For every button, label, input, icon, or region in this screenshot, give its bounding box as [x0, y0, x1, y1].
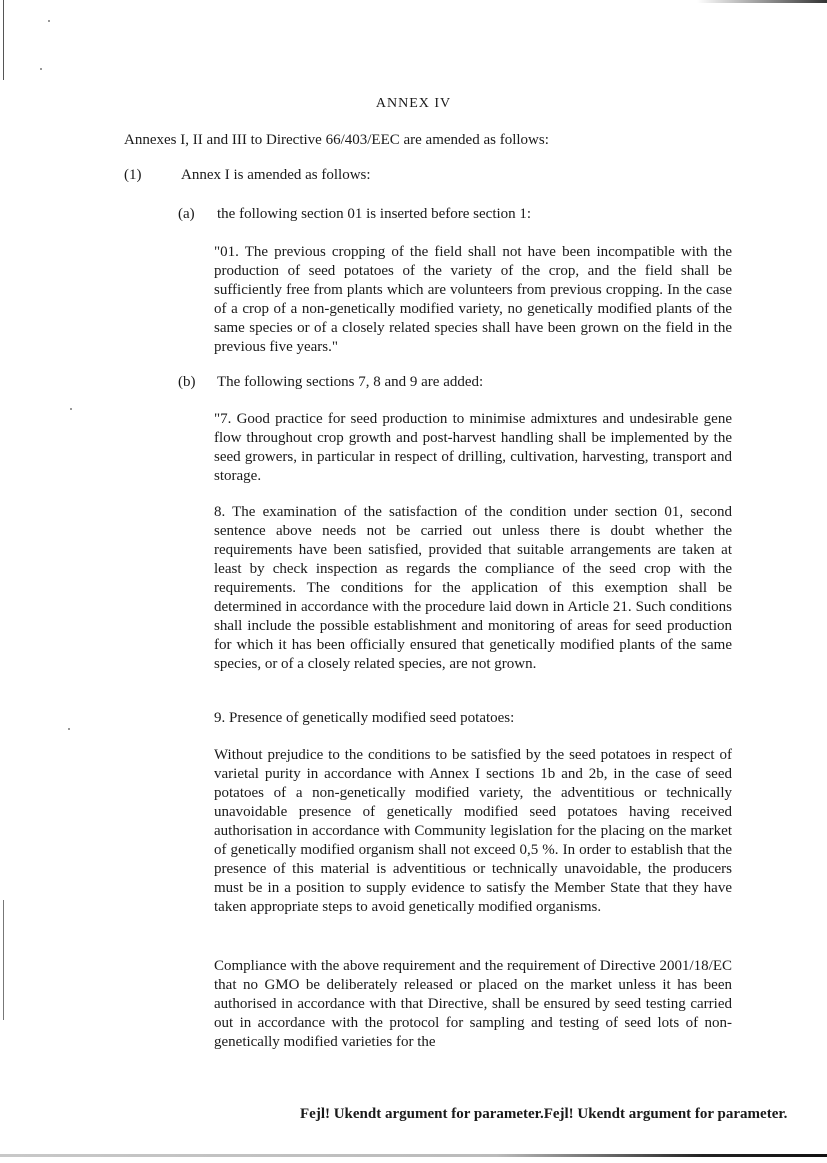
section-9-paragraph-2: Compliance with the above requirement and the requirement of Directive 2001/18/EC that no GMO be deliberately released or placed on the market unless it has been authorised in accordance with that Directive, shall be ensured by seed testing carried out in accordance with the protocol for sampling and testing of seed lots of non-genetically modified varieties for the	[214, 958, 732, 1050]
scan-edge-left	[3, 0, 4, 80]
sub-item-text-a: the following section 01 is inserted before section 1:	[217, 206, 532, 222]
scan-speck	[70, 408, 72, 410]
scan-speck	[48, 20, 50, 22]
item-text: Annex I is amended as follows:	[181, 167, 371, 183]
section-01-quote: "01. The previous cropping of the field shall not have been incompatible with the production of seed potatoes of the variety of the crop, and the field shall be sufficiently free from plants which are volunteers from previous cropping. In the case of a crop of a non-genetically modified variety, no genetically modified plants of the same species or of a closely related species shall have been grown on the field in the previous five years."	[214, 244, 732, 355]
scan-speck	[40, 68, 42, 70]
annex-title: ANNEX IV	[375, 96, 452, 111]
scan-edge-top	[697, 0, 827, 3]
sub-item-text-b: The following sections 7, 8 and 9 are added:	[217, 374, 484, 390]
scan-edge-bottom	[0, 1154, 827, 1157]
intro-text: Annexes I, II and III to Directive 66/403/EEC are amended as follows:	[124, 132, 549, 148]
section-9-heading: 9. Presence of genetically modified seed potatoes:	[214, 710, 515, 726]
scan-speck	[68, 728, 70, 730]
sub-item-letter-b: (b)	[178, 374, 196, 390]
section-7-paragraph: "7. Good practice for seed production to minimise admixtures and undesirable gene flow throughout crop growth and post-harvest handling shall be implemented by the seed growers, in particular in respect of drilling, cultivation, harvesting, transport and storage.	[214, 411, 732, 484]
footer-error-text: Fejl! Ukendt argument for parameter.Fejl! Ukendt argument for parameter.	[300, 1106, 788, 1122]
section-8-paragraph: 8. The examination of the satisfaction of the condition under section 01, second sentence above needs not be carried out unless there is doubt whether the requirements have been satisfied, provided that suitable arrangements are taken at least by check inspection as regards the compliance of the seed crop with the requirements. The conditions for the application of this exemption shall be determined in accordance with the procedure laid down in Article 21. Such conditions shall include the possible establishment and monitoring of areas for seed production for which it has been officially ensured that genetically modified plants of the same species, or of a closely related species, are not grown.	[214, 504, 732, 672]
scan-edge-left-lower	[3, 900, 4, 1020]
sub-item-letter-a: (a)	[178, 206, 195, 222]
section-9-paragraph-1: Without prejudice to the conditions to be satisfied by the seed potatoes in respect of varietal purity in accordance with Annex I sections 1b and 2b, in the case of seed potatoes of a non-genetically modified variety, the adventitious or technically unavoidable presence of genetically modified seed potatoes having received authorisation in accordance with Community legislation for the placing on the market of genetically modified organism shall not exceed 0,5 %. In order to establish that the presence of this material is adventitious or technically unavoidable, the producers must be in a position to supply evidence to satisfy the Member State that they have taken appropriate steps to avoid genetically modified organisms.	[214, 747, 732, 915]
item-number: (1)	[124, 167, 142, 183]
